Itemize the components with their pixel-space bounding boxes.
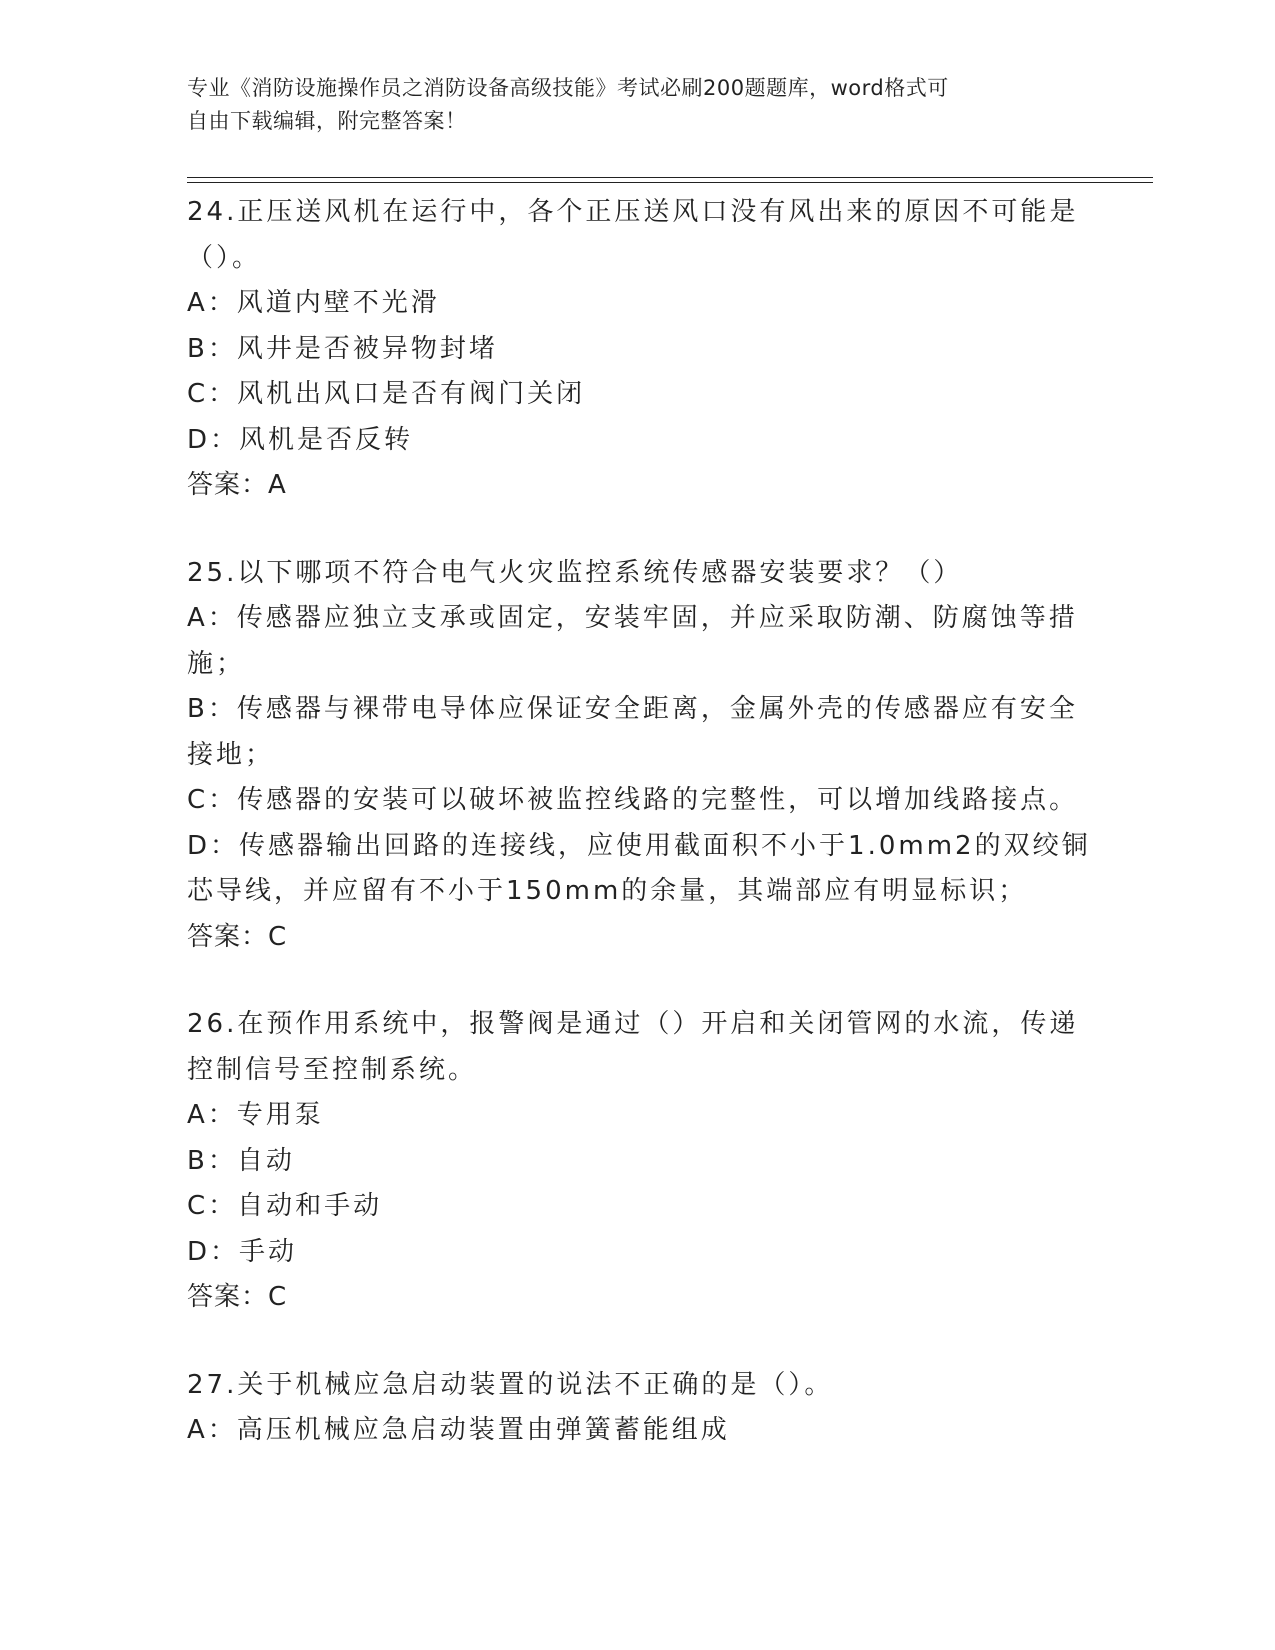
- question-24: [187, 190, 1087, 509]
- question-stem: 26.在预作用系统中，报警阀是通过（）开启和关闭管网的水流，传递: [187, 1009, 1079, 1039]
- header-line-2: 自由下载编辑，附完整答案！: [187, 109, 467, 133]
- option-d-continued: 芯导线，并应留有不小于150mm的余量，其端部应有明显标识；: [187, 876, 1028, 906]
- document-header: [187, 72, 1087, 138]
- option-b: B：风井是否被异物封堵: [187, 333, 498, 364]
- question-27: [187, 1363, 1087, 1454]
- option-c: C：传感器的安装可以破坏被监控线路的完整性，可以增加线路接点。: [187, 785, 1079, 815]
- header-divider-bottom: [187, 182, 1153, 183]
- option-c: C：风机出风口是否有阀门关闭: [187, 379, 586, 409]
- header-divider-top: [187, 177, 1153, 178]
- question-stem: 25.以下哪项不符合电气火灾监控系统传感器安装要求？（）: [187, 557, 963, 588]
- option-d: D：传感器输出回路的连接线，应使用截面积不小于1.0mm2的双绞铜: [187, 830, 1091, 861]
- option-d: D：手动: [187, 1236, 298, 1267]
- option-c: C：自动和手动: [187, 1191, 383, 1221]
- answer-label: 答案：C: [187, 921, 288, 952]
- header-line-1: 专业《消防设施操作员之消防设备高级技能》考试必刷200题题库，word格式可: [187, 76, 949, 100]
- option-b: B：自动: [187, 1145, 295, 1176]
- answer-label: 答案：C: [187, 1282, 288, 1312]
- answer-label: 答案：A: [187, 470, 287, 500]
- question-list: [187, 190, 1091, 1496]
- option-a-continued: 施；: [187, 648, 246, 679]
- question-stem: 控制信号至控制系统。: [187, 1054, 478, 1085]
- option-a: A：风道内壁不光滑: [187, 288, 440, 318]
- option-a: A：传感器应独立支承或固定，安装牢固，并应采取防潮、防腐蚀等措: [187, 603, 1078, 633]
- question-stem: 27.关于机械应急启动装置的说法不正确的是（）。: [187, 1369, 834, 1400]
- option-b: B：传感器与裸带电导体应保证安全距离，金属外壳的传感器应有安全: [187, 694, 1078, 724]
- option-b-continued: 接地；: [187, 739, 275, 770]
- question-stem: （）。: [187, 242, 262, 273]
- question-26: [187, 1002, 1087, 1321]
- option-a: A：专用泵: [187, 1100, 324, 1130]
- question-stem: 24.正压送风机在运行中，各个正压送风口没有风出来的原因不可能是: [187, 197, 1079, 227]
- question-25: [187, 551, 1091, 961]
- option-a: A：高压机械应急启动装置由弹簧蓄能组成: [187, 1415, 730, 1445]
- option-d: D：风机是否反转: [187, 424, 414, 455]
